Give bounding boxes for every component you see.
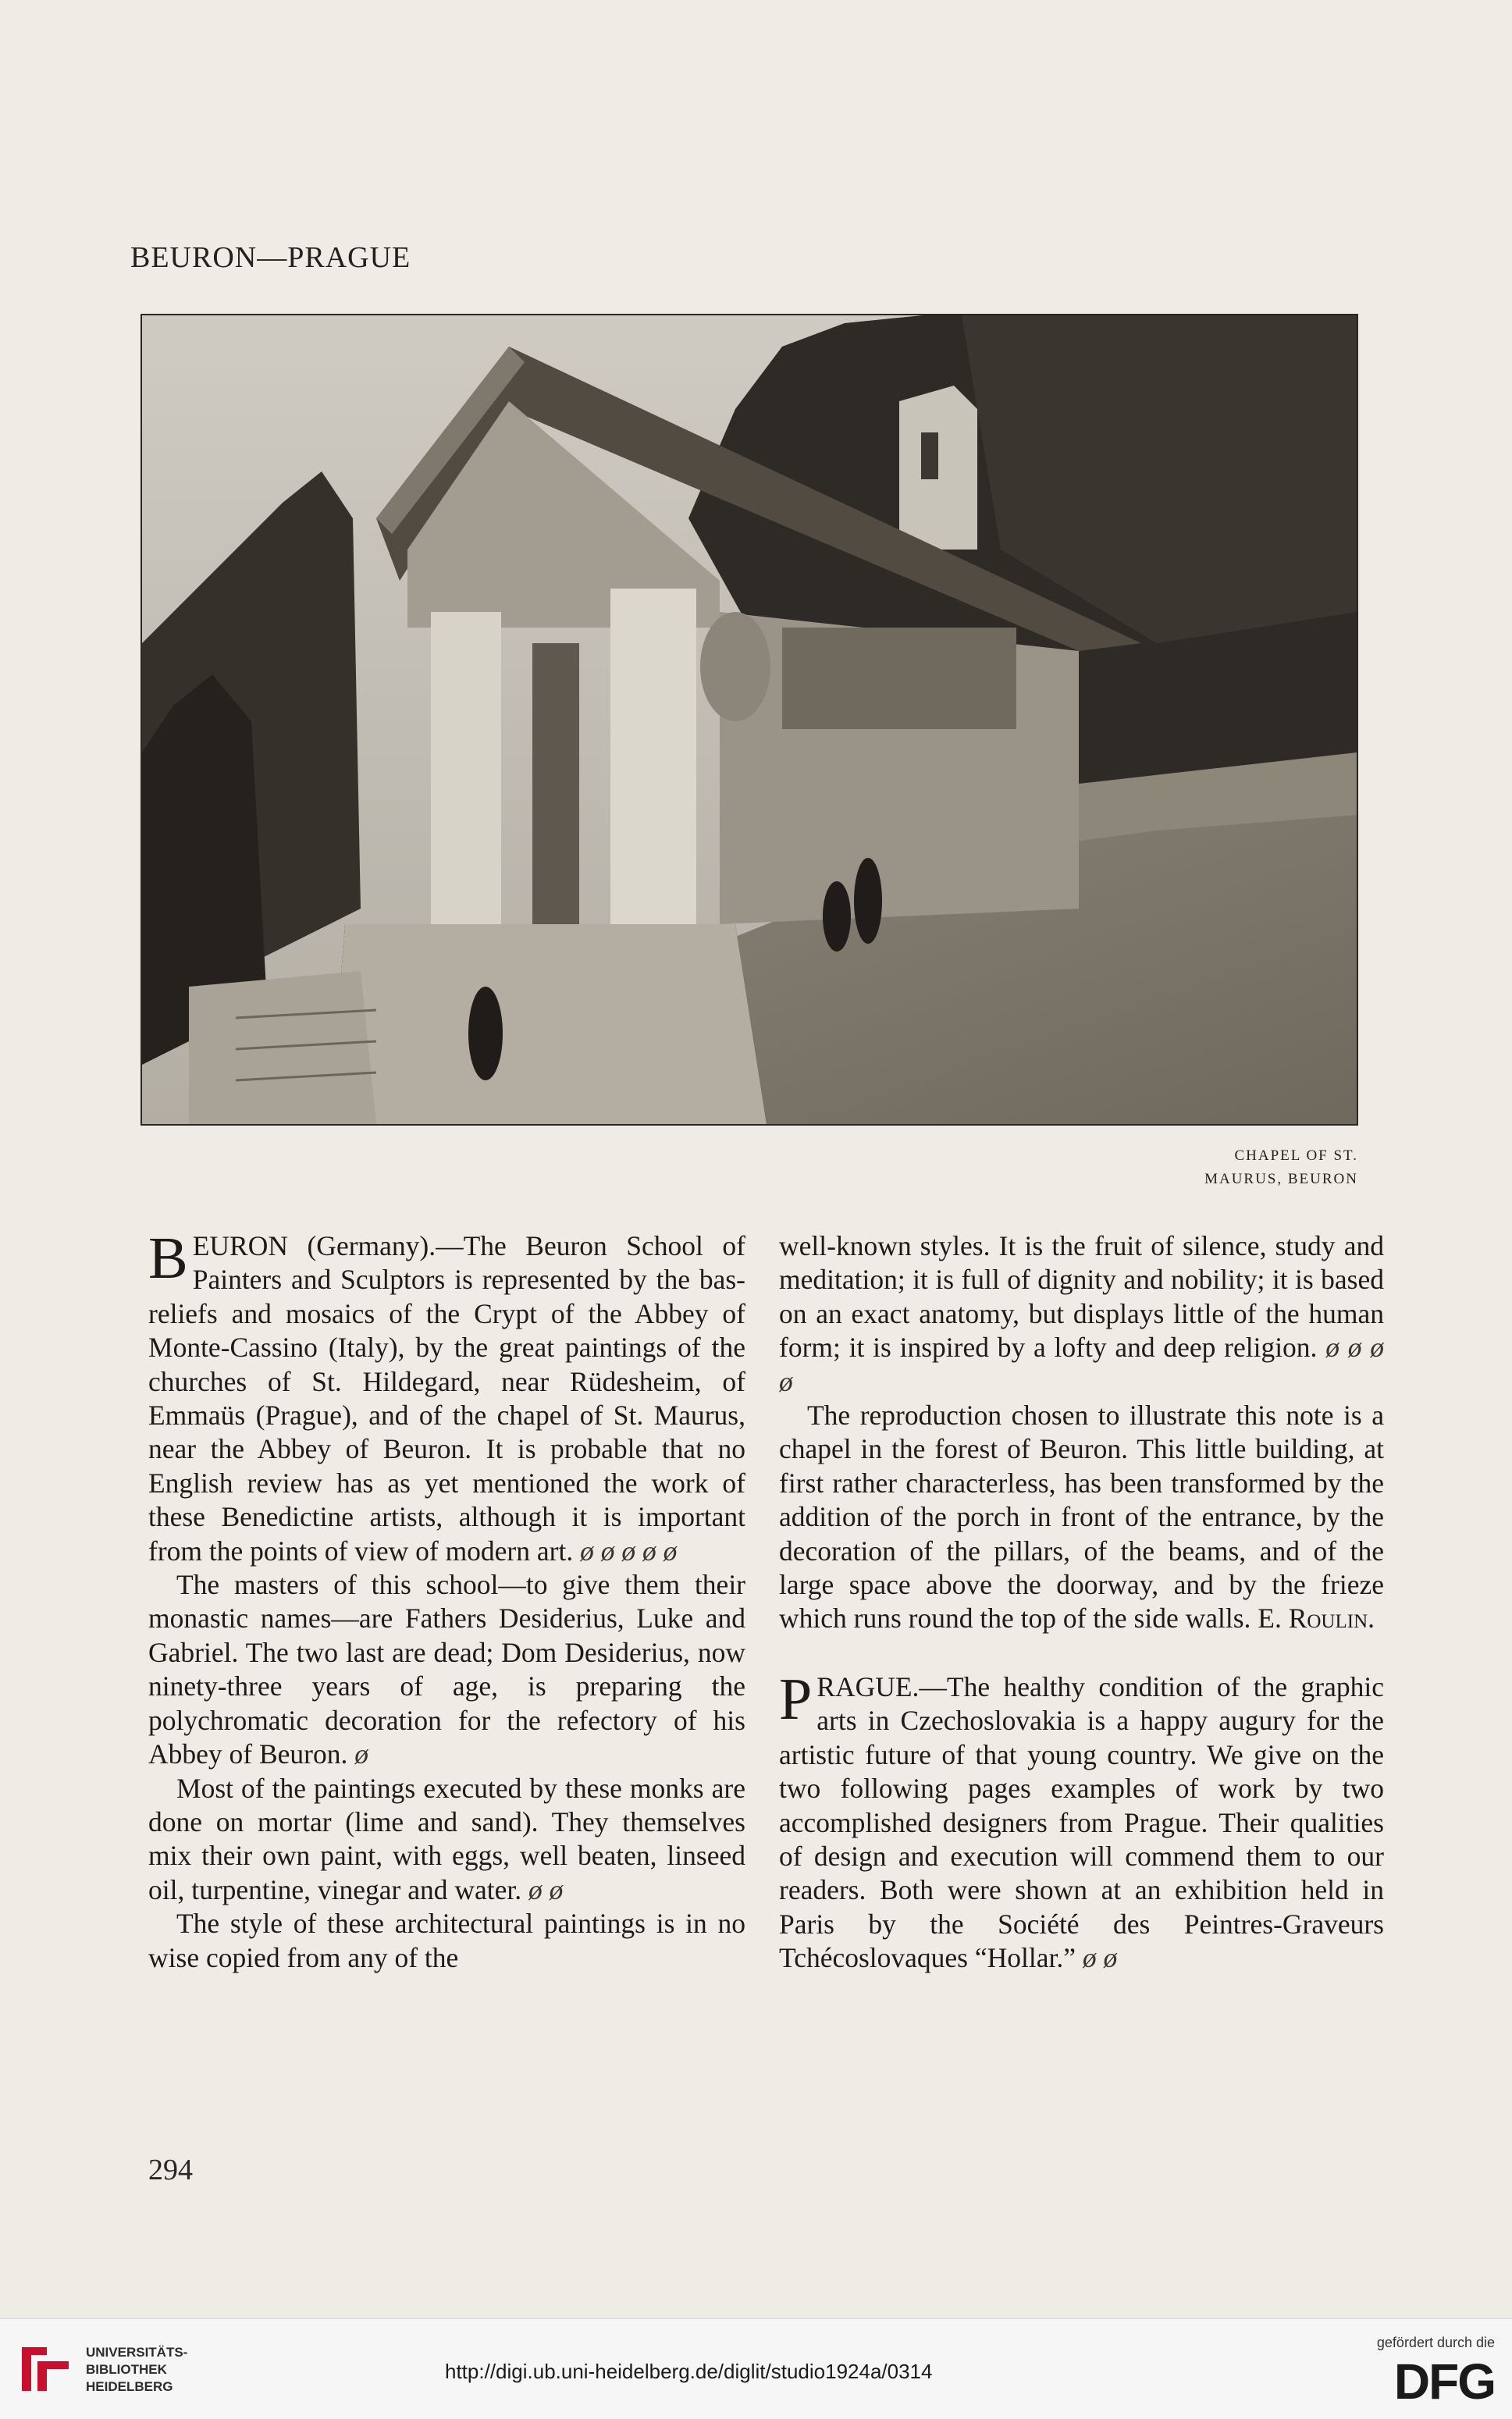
digitization-footer	[0, 2318, 1512, 2419]
paragraph-style: The style of these architectural paintings is in no wise copied from any of the	[148, 1908, 745, 1973]
library-line-1: UNIVERSITÄTS-	[86, 2345, 188, 2360]
drop-cap: P	[779, 1666, 813, 1732]
paragraph-text: The masters of this school—to give them their monastic names—are Fathers Desiderius, Luke and Gabriel. The two last are dead; Dom Desiderius, now ninety-three years of age, is preparing the polychromatic decoration for the refectory of his Abbey of Beuron.	[148, 1569, 745, 1770]
library-line-2: BIBLIOTHEK	[86, 2362, 167, 2377]
paragraph-text: Most of the paintings executed by these monks are done on mortar (lime and sand). They themselves mix their own paint, with eggs, well beaten, linseed oil, turpentine, vinegar and water.	[148, 1772, 745, 1905]
paragraph-beuron-intro	[148, 1226, 745, 1568]
library-name	[86, 2344, 187, 2396]
paragraph-paintings	[148, 1772, 745, 1908]
caption-line-1: CHAPEL OF ST.	[1234, 1147, 1358, 1164]
ornament-glyphs: ø ø ø ø	[779, 1332, 1385, 1397]
chapel-photograph	[141, 314, 1358, 1126]
figure-caption	[1204, 1144, 1358, 1191]
paragraph-text: well-known styles. It is the fruit of silence, study and meditation; it is full of dignity and nobility; it is based on an exact anatomy, but displays little of the human form; it is inspired by a lofty and deep religion.	[779, 1230, 1384, 1364]
paragraph-text: EURON (Germany).—The Beuron School of Painters and Sculptors is represented by the bas-reliefs and mosaics of the Crypt of the Abbey of Monte-Cassino (Italy), by the great paintings of the churches of St. Hildegard, near Rüdesheim, of Emmaüs (Prague), and of the chapel of St. Maurus, near the Abbey of Beuron. It is probable that no English review has as yet mentioned the work of these Benedictine artists, although it is important from the points of view of modern art.	[148, 1230, 745, 1567]
drop-cap: B	[148, 1226, 188, 1291]
author-signature: E. Roulin.	[1258, 1603, 1375, 1635]
ornament-glyph: ø	[354, 1738, 368, 1770]
library-logo-icon	[16, 2341, 75, 2397]
section-gap	[779, 1636, 1384, 1670]
funder-logo: DFG	[1393, 2353, 1495, 2410]
library-line-3: HEIDELBERG	[86, 2379, 173, 2394]
left-text-column	[148, 1226, 745, 1975]
page-number: 294	[148, 2154, 193, 2186]
right-text-column	[779, 1229, 1384, 1976]
permalink-url[interactable]: http://digi.ub.uni-heidelberg.de/diglit/studio1924a/0314	[445, 2360, 933, 2383]
paragraph-masters	[148, 1568, 745, 1771]
chapel-photo-illustration	[142, 315, 1357, 1124]
paragraph-prague	[779, 1666, 1384, 1976]
ornament-glyphs: ø ø	[528, 1873, 564, 1905]
running-title: BEURON—PRAGUE	[130, 241, 411, 274]
caption-line-2: MAURUS, BEURON	[1204, 1171, 1358, 1187]
ornament-glyphs: ø ø ø ø ø	[580, 1535, 678, 1567]
paragraph-reproduction	[779, 1399, 1384, 1636]
paragraph-text: The reproduction chosen to illustrate this note is a chapel in the forest of Beuron. This little building, at first rather characterless, has been transformed by the addition of the porch in front of the entrance, by the decoration of the pillars, of the beams, and of the large space above the doorway, and by the frieze which runs round the top of the side walls.	[779, 1400, 1384, 1635]
funded-by-label: gefördert durch die	[1376, 2335, 1495, 2350]
paragraph-text: RAGUE.—The healthy condition of the graphic arts in Czechoslovakia is a happy augury for the artistic future of that young country. We give on the two following pages examples of work by two accomplished designers from Prague. Their qualities of design and execution will commend them to our readers. Both were shown at an exhibition held in Paris by the Société des Peintres-Graveurs Tchécoslovaques “Hollar.”	[779, 1670, 1384, 1974]
paragraph-style-continued	[779, 1229, 1384, 1399]
ornament-glyphs: ø ø	[1082, 1942, 1118, 1974]
